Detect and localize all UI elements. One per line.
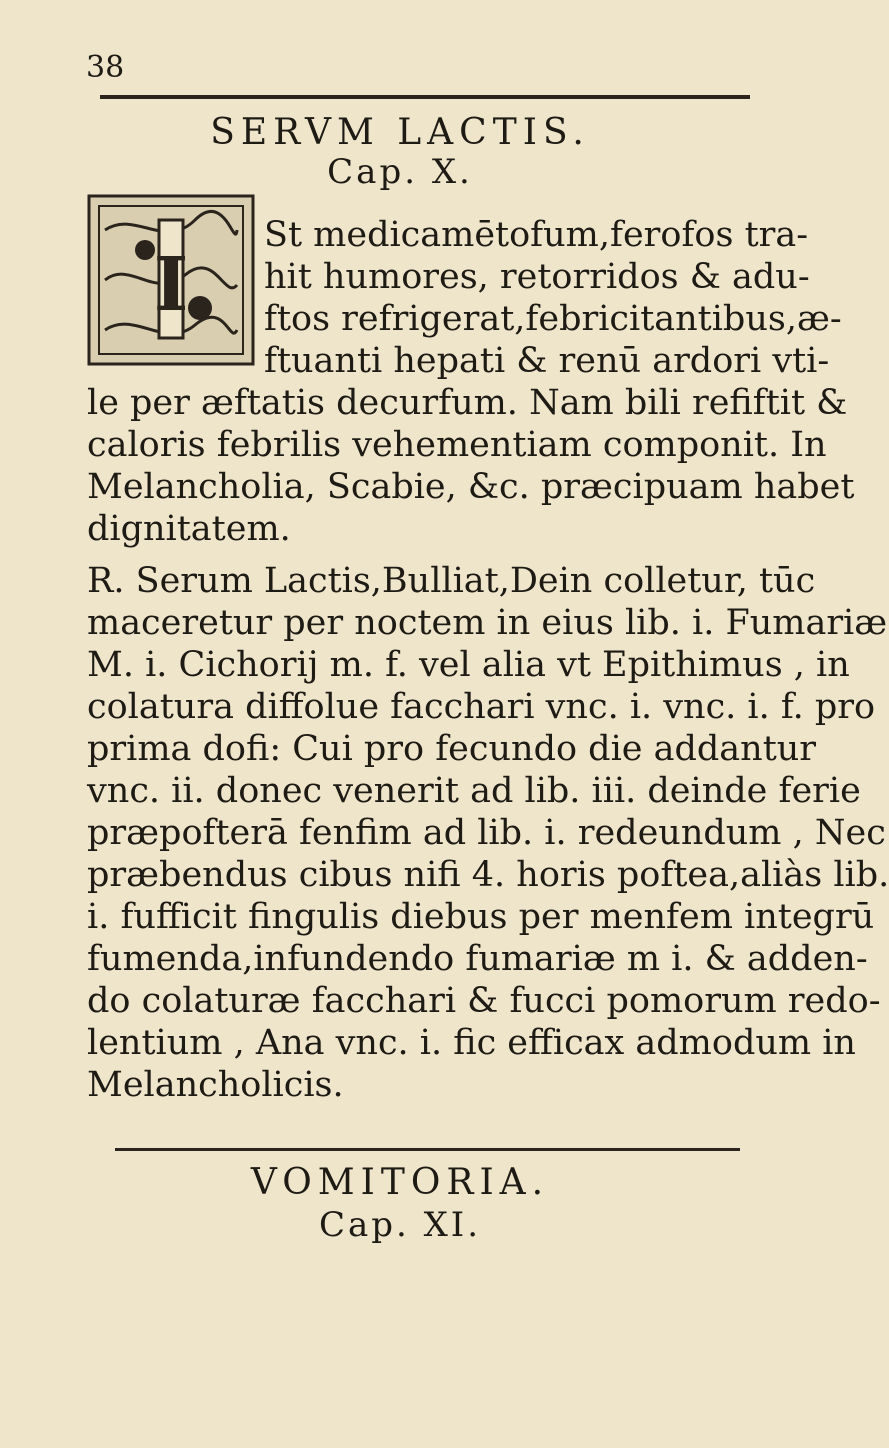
text-line: Melancholicis. <box>87 1065 344 1105</box>
text-line: ftos refrigerat,febricitantibus,æ- <box>264 299 842 339</box>
text-line: prima dofi: Cui pro fecundo die addantur <box>87 729 817 769</box>
section-divider-rule <box>115 1148 740 1151</box>
text-line: hit humores, retorridos & adu- <box>264 257 810 297</box>
text-line: colatura diffolue facchari vnc. i. vnc. i. f. pro <box>87 687 876 727</box>
text-line: i. fufficit fingulis diebus per menfem integrū <box>87 897 875 937</box>
header-rule <box>100 95 750 99</box>
text-line: R. Serum Lactis,Bulliat,Dein colletur, tūc <box>87 561 816 601</box>
text-line: fumenda,infundendo fumariæ m i. & adden- <box>87 939 868 979</box>
drop-cap-letter: I <box>153 242 189 328</box>
text-line: præbendus cibus nifi 4. horis poftea,aliàs lib. <box>87 855 889 895</box>
text-line: caloris febrilis vehementiam componit. In <box>87 425 827 465</box>
text-line: lentium , Ana vnc. i. fic efficax admodum in <box>87 1023 856 1063</box>
text-line: do colaturæ facchari & fucci pomorum redo- <box>87 981 881 1021</box>
text-line: St medicamētofum,ferofos tra- <box>264 215 809 255</box>
chapter-label: Cap. X. <box>327 152 473 192</box>
text-line: le per æftatis decurfum. Nam bili refiftit & <box>87 383 848 423</box>
text-line: Melancholia, Scabie, &c. præcipuam habet <box>87 467 855 507</box>
text-line: ftuanti hepati & renū ardori vti- <box>264 341 830 381</box>
text-line: M. i. Cichorij m. f. vel alia vt Epithimus , in <box>87 645 850 685</box>
page-number: 38 <box>86 50 125 85</box>
woodcut-initial-icon <box>85 190 257 368</box>
text-line: maceretur per noctem in eius lib. i. Fumariæ <box>87 603 888 643</box>
next-chapter-label: Cap. XI. <box>318 1205 482 1245</box>
text-line: dignitatem. <box>87 509 291 549</box>
section-title: SERVM LACTIS. <box>210 112 590 153</box>
text-line: præpofterā fenfim ad lib. i. redeundum , Nec <box>87 813 886 853</box>
text-line: vnc. ii. donec venerit ad lib. iii. deinde ferie <box>87 771 861 811</box>
next-section-title: VOMITORIA. <box>250 1162 550 1203</box>
decorated-initial <box>85 190 257 368</box>
